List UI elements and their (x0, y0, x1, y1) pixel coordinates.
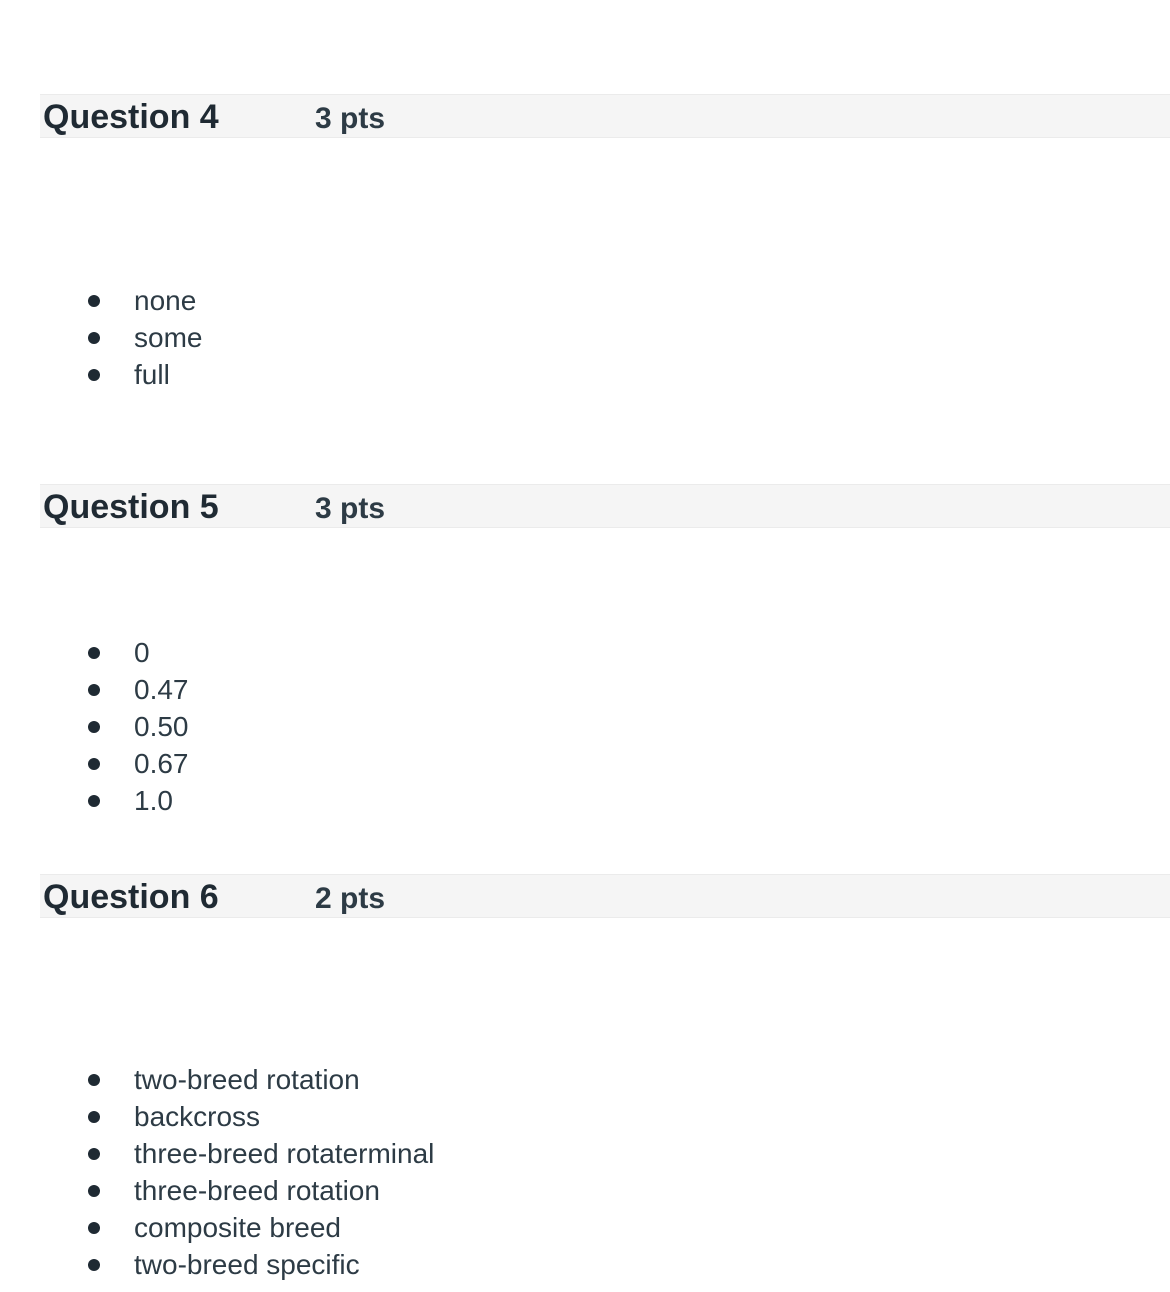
question-6-options (0, 1062, 1170, 1284)
bullet-icon (88, 1259, 100, 1271)
answer-option-label: 0.50 (134, 711, 189, 742)
answer-option-label: full (134, 359, 170, 390)
bullet-icon (88, 369, 100, 381)
answer-option-label: backcross (134, 1101, 261, 1132)
bullet-icon (88, 721, 100, 733)
answer-option-label: composite breed (134, 1212, 342, 1243)
answer-option[interactable] (0, 672, 1170, 709)
answer-option[interactable] (0, 1210, 1170, 1247)
question-6-header (40, 874, 1170, 918)
bullet-icon (88, 1222, 100, 1234)
answer-option-label: none (134, 285, 197, 316)
answer-option[interactable] (0, 746, 1170, 783)
bullet-icon (88, 1074, 100, 1086)
answer-option[interactable] (0, 1062, 1170, 1099)
question-6-title: Question 6 (43, 878, 219, 916)
question-4-points: 3 pts (315, 102, 386, 135)
answer-option[interactable] (0, 709, 1170, 746)
bullet-icon (88, 684, 100, 696)
bullet-icon (88, 795, 100, 807)
answer-option[interactable] (0, 320, 1170, 357)
answer-option[interactable] (0, 1099, 1170, 1136)
question-5-title: Question 5 (43, 488, 219, 526)
answer-option-label: 1.0 (134, 785, 173, 816)
answer-option-label: three-breed rotation (134, 1175, 380, 1206)
question-4-header (40, 94, 1170, 138)
bullet-icon (88, 1111, 100, 1123)
answer-option-label: some (134, 322, 203, 353)
answer-option[interactable] (0, 357, 1170, 394)
question-5-points: 3 pts (315, 492, 386, 525)
answer-option-label: 0.47 (134, 674, 189, 705)
answer-option-label: 0 (134, 637, 150, 668)
question-4-title: Question 4 (43, 98, 219, 136)
answer-option-label: two-breed specific (134, 1249, 360, 1280)
answer-option-label: two-breed rotation (134, 1064, 360, 1095)
answer-option[interactable] (0, 783, 1170, 820)
question-4-options (0, 283, 1170, 394)
bullet-icon (88, 295, 100, 307)
question-5-options (0, 635, 1170, 820)
answer-option-label: three-breed rotaterminal (134, 1138, 435, 1169)
bullet-icon (88, 1185, 100, 1197)
answer-option[interactable] (0, 635, 1170, 672)
answer-option[interactable] (0, 1173, 1170, 1210)
bullet-icon (88, 332, 100, 344)
answer-option[interactable] (0, 283, 1170, 320)
bullet-icon (88, 1148, 100, 1160)
question-6-points: 2 pts (315, 882, 386, 915)
question-5-header (40, 484, 1170, 528)
bullet-icon (88, 647, 100, 659)
answer-option-label: 0.67 (134, 748, 189, 779)
answer-option[interactable] (0, 1136, 1170, 1173)
bullet-icon (88, 758, 100, 770)
answer-option[interactable] (0, 1247, 1170, 1284)
